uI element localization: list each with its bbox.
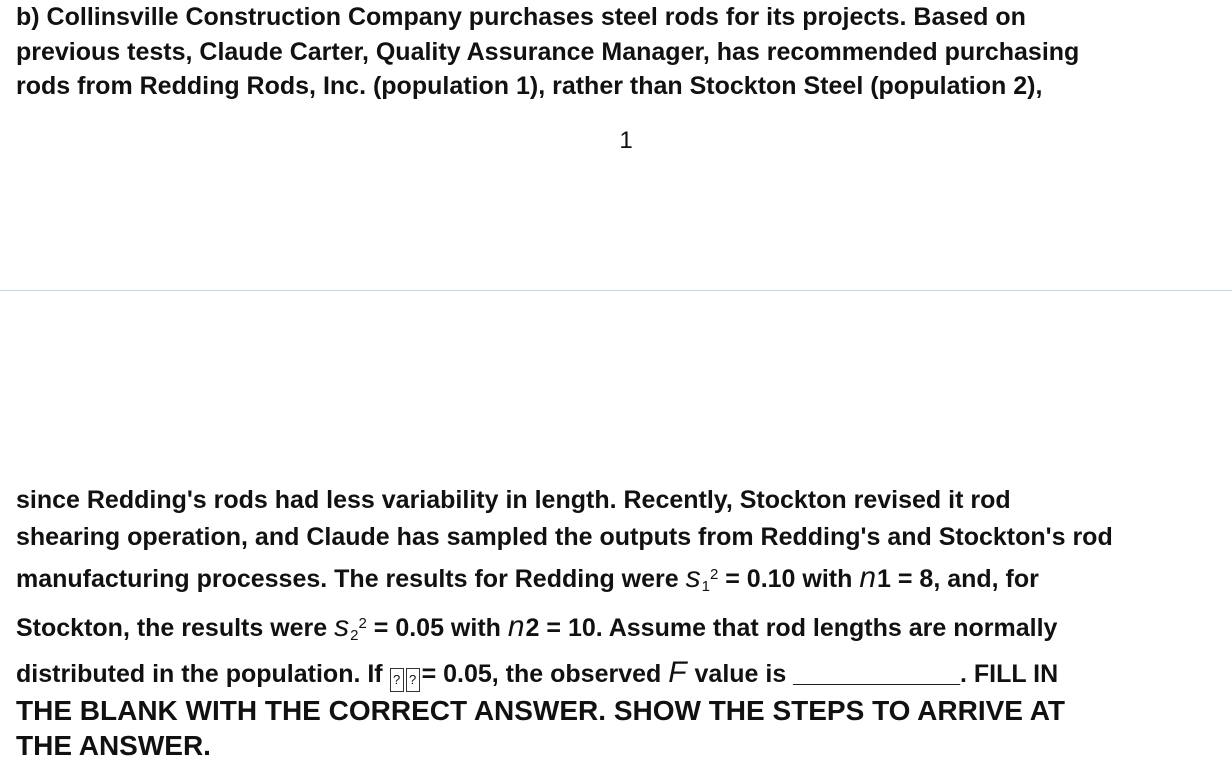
sample-size-symbol-n: n: [507, 610, 526, 643]
f-statistic-symbol: F: [668, 656, 688, 689]
problem-intro-paragraph: [16, 0, 1226, 104]
text-line: [16, 556, 1230, 605]
text-segment: = 0.05 with: [366, 614, 508, 642]
text-segment: 1 = 8, and, for: [877, 565, 1039, 593]
instruction-line: THE BLANK WITH THE CORRECT ANSWER. SHOW THE STEPS TO ARRIVE AT: [16, 695, 1065, 726]
missing-glyph-icon: ?: [406, 668, 420, 692]
page-number: 1: [619, 127, 633, 154]
text-segment: value is ____________. FILL IN: [687, 660, 1059, 688]
sample-size-symbol-n: n: [859, 561, 878, 594]
text-line: [16, 654, 1230, 693]
text-segment: 2 = 10. Assume that rod lengths are normally: [525, 614, 1058, 642]
problem-continuation-paragraph: [16, 482, 1230, 763]
text-segment: manufacturing processes. The results for Redding were: [16, 565, 686, 593]
missing-glyph-icon: ?: [390, 668, 404, 692]
superscript: 2: [358, 615, 367, 632]
text-segment: Stockton, the results were: [16, 614, 335, 642]
instruction-line: THE ANSWER.: [16, 730, 211, 761]
text-line: previous tests, Claude Carter, Quality Assurance Manager, has recommended purchasing: [16, 37, 1080, 66]
subscript: 1: [701, 578, 710, 595]
text-line: [16, 605, 1230, 654]
text-segment: = 0.05, the observed: [421, 660, 669, 688]
text-line: b) Collinsville Construction Company purchases steel rods for its projects. Based on: [16, 3, 1026, 31]
subscript: 2: [350, 627, 359, 644]
text-segment: distributed in the population. If: [16, 660, 390, 688]
superscript: 2: [709, 566, 719, 583]
variance-symbol-s: s: [685, 561, 702, 594]
text-segment: = 0.10 with: [718, 565, 860, 593]
page-divider: [0, 290, 1232, 291]
variance-symbol-s: s: [334, 610, 351, 643]
text-line: since Redding's rods had less variability in length. Recently, Stockton revised it rod: [16, 486, 1011, 514]
text-line: shearing operation, and Claude has sampled the outputs from Redding's and Stockton's rod: [16, 523, 1113, 551]
text-line: rods from Redding Rods, Inc. (population 1), rather than Stockton Steel (population 2),: [16, 72, 1043, 100]
